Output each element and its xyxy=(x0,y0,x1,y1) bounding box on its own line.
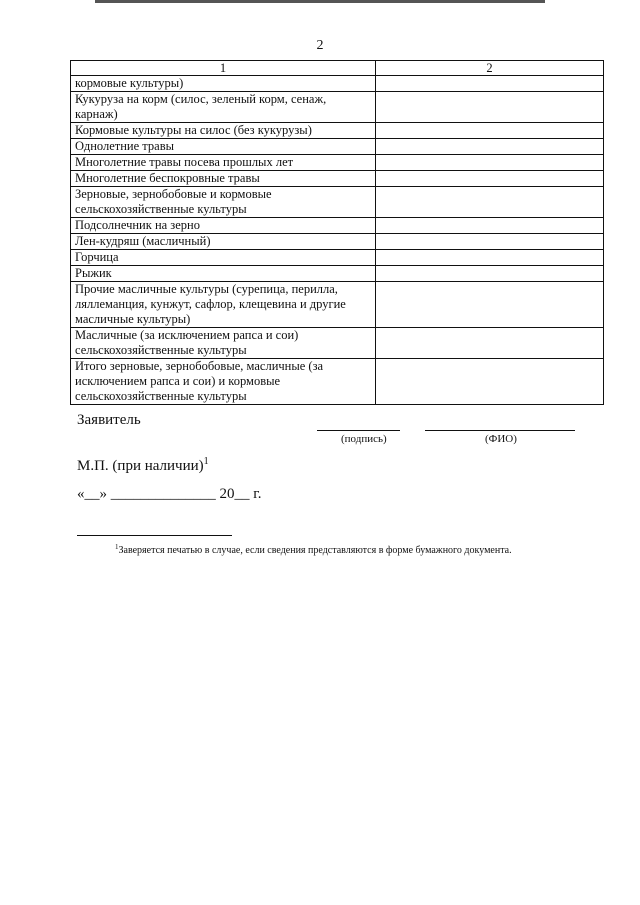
row-value-cell[interactable] xyxy=(376,282,604,328)
row-value-cell[interactable] xyxy=(376,187,604,218)
row-label: Итого зерновые, зернобобовые, масличные (за исключением рапса и сои) и кормовые сельскохозяйственные культуры xyxy=(71,359,376,405)
table-header-row xyxy=(71,61,604,76)
top-edge-rule xyxy=(95,0,545,3)
name-line[interactable] xyxy=(425,430,575,431)
row-value-cell[interactable] xyxy=(376,139,604,155)
row-label: Лен-кудряш (масличный) xyxy=(71,234,376,250)
table-row xyxy=(71,234,604,250)
row-value-cell[interactable] xyxy=(376,266,604,282)
column-header-1: 1 xyxy=(71,61,376,76)
row-label: Многолетние беспокровные травы xyxy=(71,171,376,187)
table-row xyxy=(71,328,604,359)
table-row xyxy=(71,250,604,266)
table-row xyxy=(71,92,604,123)
row-value-cell[interactable] xyxy=(376,171,604,187)
table-row xyxy=(71,155,604,171)
row-label: Рыжик xyxy=(71,266,376,282)
signature-caption: (подпись) xyxy=(341,433,387,445)
row-value-cell[interactable] xyxy=(376,359,604,405)
row-label: Прочие масличные культуры (сурепица, перилла, ляллеманция, кунжут, сафлор, клещевина и другие масличные культуры) xyxy=(71,282,376,328)
crops-table xyxy=(70,60,604,405)
row-label: Подсолнечник на зерно xyxy=(71,218,376,234)
table-row xyxy=(71,266,604,282)
table-row xyxy=(71,76,604,92)
row-value-cell[interactable] xyxy=(376,218,604,234)
table-row xyxy=(71,171,604,187)
footnote xyxy=(115,543,512,556)
row-label: Кукуруза на корм (силос, зеленый корм, сенаж, карнаж) xyxy=(71,92,376,123)
applicant-label: Заявитель xyxy=(77,412,141,428)
row-value-cell[interactable] xyxy=(376,155,604,171)
footnote-separator xyxy=(77,535,232,536)
row-label: Кормовые культуры на силос (без кукурузы) xyxy=(71,123,376,139)
table-row xyxy=(71,282,604,328)
footnote-text: Заверяется печатью в случае, если сведения представляются в форме бумажного документа. xyxy=(118,545,512,556)
row-label: кормовые культуры) xyxy=(71,76,376,92)
table-row xyxy=(71,139,604,155)
row-label: Горчица xyxy=(71,250,376,266)
table-row xyxy=(71,187,604,218)
footnote-ref: 1 xyxy=(203,456,209,467)
seal-label xyxy=(77,456,209,475)
table-row xyxy=(71,359,604,405)
row-label: Многолетние травы посева прошлых лет xyxy=(71,155,376,171)
table-row xyxy=(71,218,604,234)
row-value-cell[interactable] xyxy=(376,92,604,123)
table-row xyxy=(71,123,604,139)
signature-line[interactable] xyxy=(317,430,400,431)
name-caption: (ФИО) xyxy=(485,433,517,445)
footnote-number: 1 xyxy=(115,543,119,551)
row-label: Масличные (за исключением рапса и сои) сельскохозяйственные культуры xyxy=(71,328,376,359)
row-value-cell[interactable] xyxy=(376,76,604,92)
date-line: «__» ______________ 20__ г. xyxy=(77,486,262,502)
row-label: Зерновые, зернобобовые и кормовые сельскохозяйственные культуры xyxy=(71,187,376,218)
row-value-cell[interactable] xyxy=(376,250,604,266)
seal-text: М.П. (при наличии) xyxy=(77,458,204,474)
row-value-cell[interactable] xyxy=(376,328,604,359)
column-header-2: 2 xyxy=(376,61,604,76)
page-number: 2 xyxy=(316,38,324,53)
row-label: Однолетние травы xyxy=(71,139,376,155)
row-value-cell[interactable] xyxy=(376,123,604,139)
row-value-cell[interactable] xyxy=(376,234,604,250)
